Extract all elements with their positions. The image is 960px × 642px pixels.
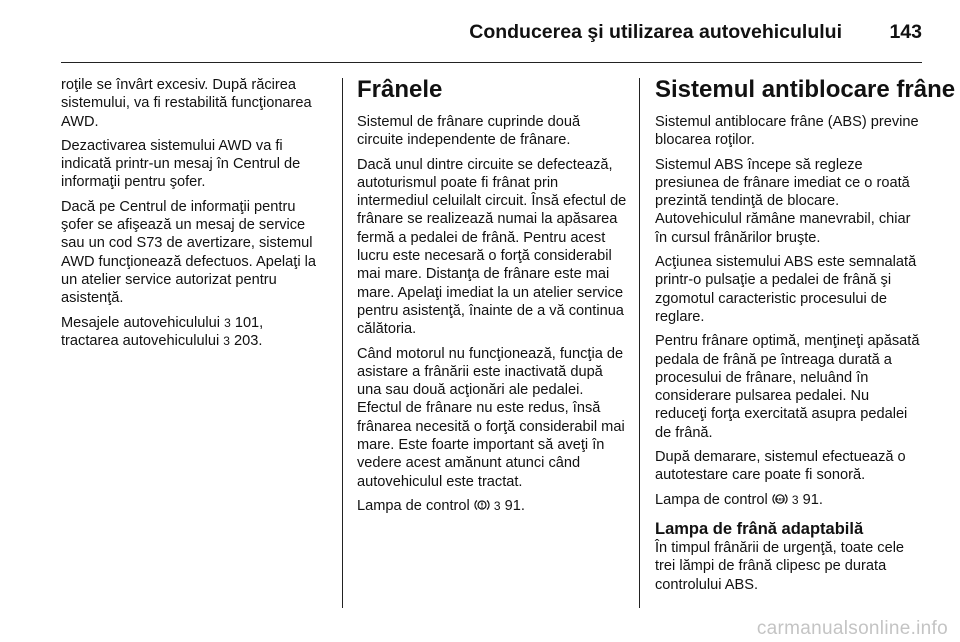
column-1 [61,76,327,356]
paragraph: Pentru frânare optimă, menţineţi apăsată pedala de frână pe întreaga durată a procesului de frânare, neluând în considerare pulsarea pedalei. Nu reduceţi forţa exercitată asupra pedalei de frână. [655,333,920,441]
paragraph-text: Mesajele autovehiculului [61,314,221,331]
column-3 [655,76,956,600]
paragraph: După demarare, sistemul efectuează o autotestare care poate fi sonoră. [655,449,906,484]
paragraph: În timpul frânării de urgenţă, toate cele trei lămpi de frână clipesc pe durata controlului ABS. [655,539,905,593]
page-reference[interactable]: 91. [504,497,525,514]
watermark: carmanualsonline.info [756,618,948,639]
paragraph: Dezactivarea sistemului AWD va fi indicată printr-un mesaj în Centrul de informaţii pentru şofer. [61,137,301,191]
paragraph: Dacă unul dintre circuite se defectează, autoturismul poate fi frânat prin intermediul celuilalt circuit. Însă efectul de frânare se realizează numai la apăsarea fermă a pedalei de frână. Pentru acest lucru este necesară o forţă considerabil mai mare. Distanţa de frânare este mai mare. Apelaţi imediat la un atelier service pentru asistenţă, înainte de a vă continua călătoria. [357,156,627,338]
paragraph-text: Lampa de control [655,491,768,508]
paragraph: Acţiunea sistemului ABS este semnalată printr-o pulsaţie a pedalei de frână şi zgomotul caracteristic procesului de reglare. [655,254,917,325]
page-reference-icon: 3 [223,333,230,348]
paragraph: Sistemul antiblocare frâne (ABS) previne blocarea roţilor. [655,114,919,149]
paragraph-text: tractarea autovehiculului [61,332,220,349]
page-reference-icon: 3 [493,498,501,513]
page-reference[interactable]: 203. [234,332,263,349]
paragraph-text: Lampa de control [357,497,470,514]
page-reference-icon: 3 [791,492,799,507]
paragraph: roţile se învârt excesiv. După răcirea sistemului, va fi restabilită funcţionarea AWD. [61,77,312,130]
section-heading: Sistemul antiblocare frâne [655,76,956,103]
paragraph: Sistemul ABS începe să regleze presiunea de frânare imediat ce o roată prezintă tendinţă de blocare. Autovehiculul rămâne manevrabil, chiar în cursul frânărilor bruşte. [655,156,911,246]
paragraph: Dacă pe Centrul de informaţii pentru şofer se afişează un mesaj de service sau un cod S73 de avertizare, sistemul AWD funcţionează defectuos. Apelaţi la un atelier service autorizat pentru asistenţă. [61,198,316,307]
svg-text:ABS: ABS [775,496,785,502]
subsection-heading: Lampa de frână adaptabilă [655,519,864,538]
paragraph-with-references [357,497,627,515]
column-2 [357,76,627,521]
page-number: 143 [889,21,922,43]
abs-warning-icon [772,492,788,506]
page-header [0,0,960,62]
section-heading: Frânele [357,76,443,103]
paragraph-with-references [655,491,925,509]
page-reference[interactable]: 101, [234,314,264,331]
paragraph: Când motorul nu funcţionează, funcţia de asistare a frânării este inactivată după una sau două acţionări ale pedalei. Efectul de frânare nu este redus, însă frânarea necesită o forţă considerabil mai mare. Este foarte important să aveţi în vedere acest amănunt atunci când autovehiculul este tractat. [357,345,625,490]
header-rule [61,62,922,63]
page-reference[interactable]: 91. [802,491,823,508]
page-reference-icon: 3 [224,315,231,330]
page-header-title: Conducerea şi utilizarea autovehiculului [469,21,842,43]
column-divider [639,78,640,608]
paragraph: Sistemul de frânare cuprinde două circuite independente de frânare. [357,114,581,149]
paragraph-with-references [61,314,327,351]
brake-warning-icon [474,498,490,512]
column-divider [342,78,343,608]
